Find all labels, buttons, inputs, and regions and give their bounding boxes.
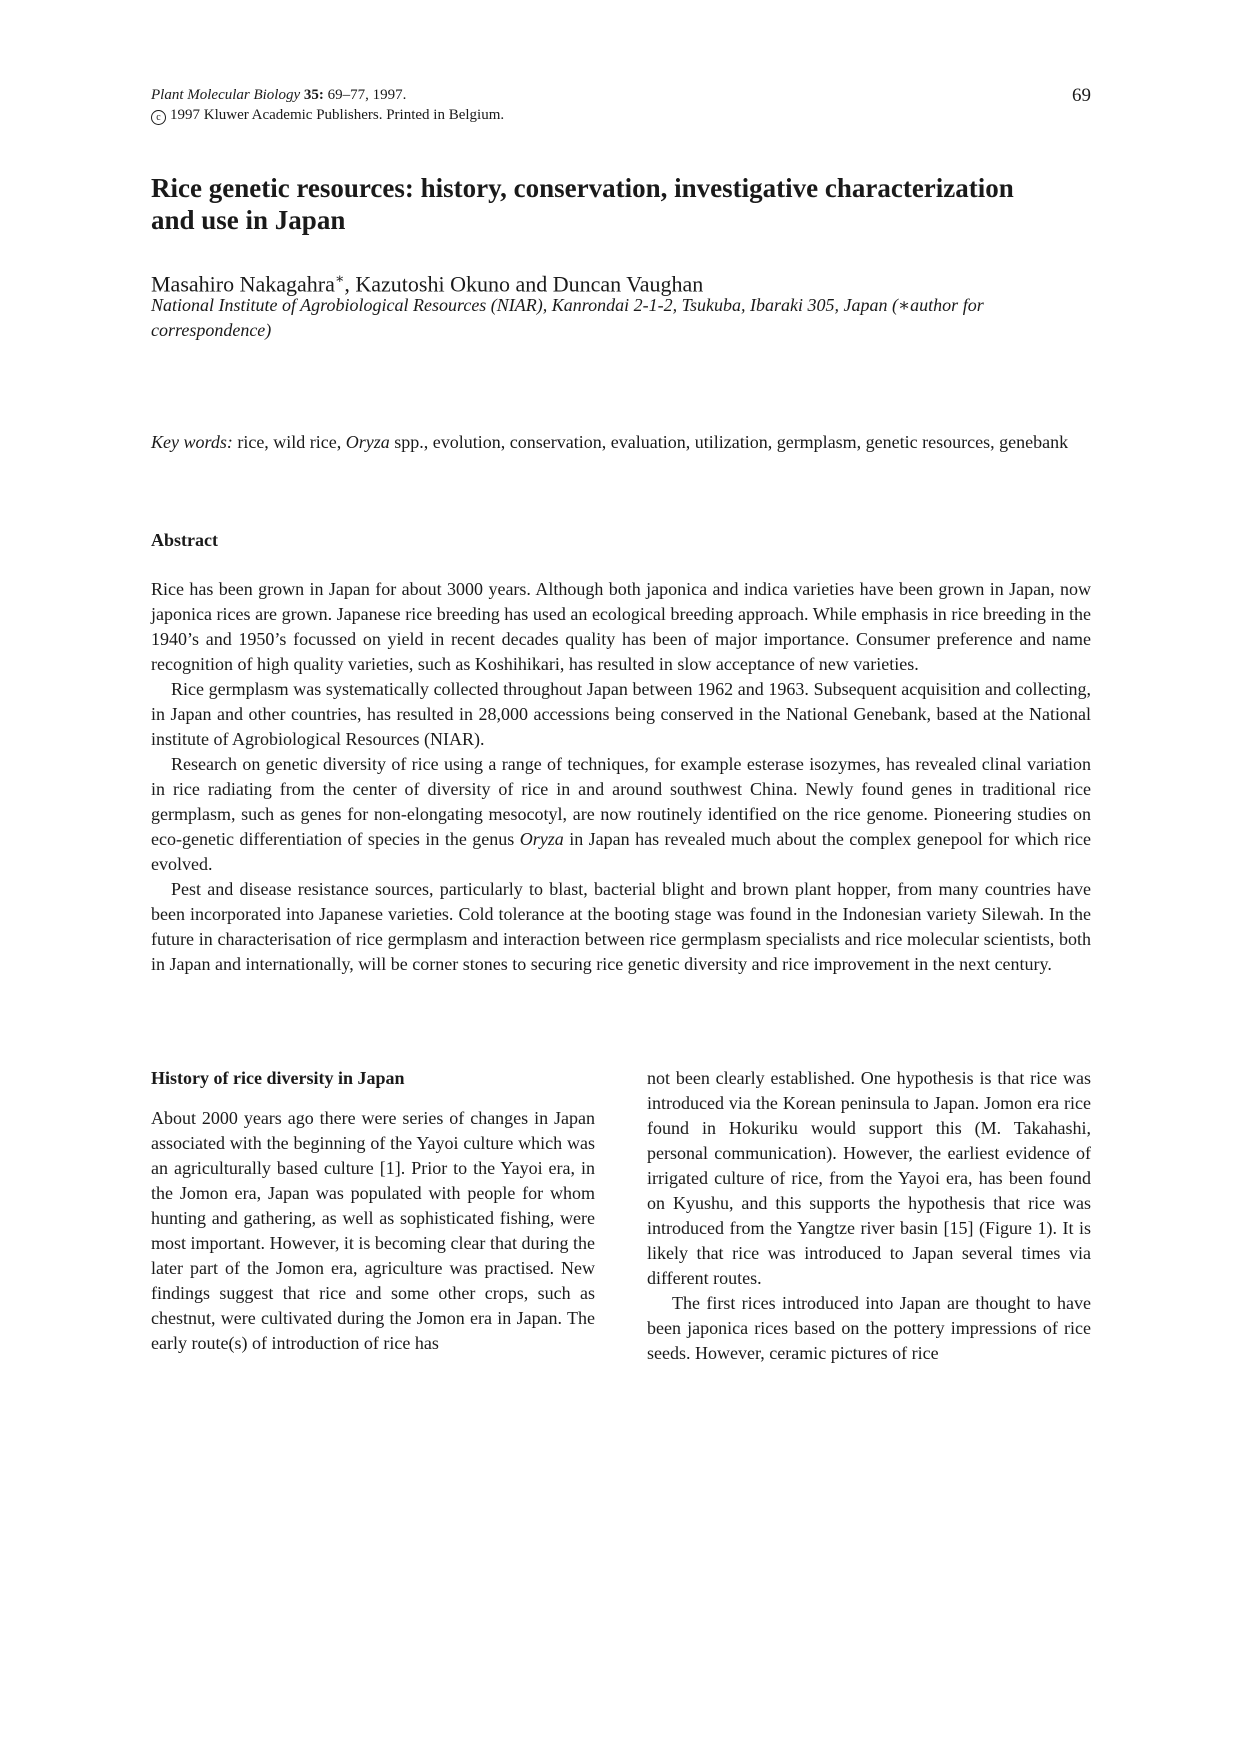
corresponding-author-mark: ∗: [334, 272, 345, 287]
abstract-paragraph-1: Rice has been grown in Japan for about 3000 years. Although both japonica and indica varieties have been grown in Japan, now japonica rices are grown. Japanese rice breeding has used an ecological breeding approach. While emphasis in rice breeding in the 1940’s and 1950’s focussed on yield in recent decades quality has been of major importance. Consumer preference and name recognition of high quality varieties, such as Koshihikari, has resulted in slow acceptance of new varieties.: [151, 579, 1091, 674]
section-heading: History of rice diversity in Japan: [151, 1068, 405, 1088]
other-authors: , Kazutoshi Okuno and Duncan Vaughan: [344, 271, 704, 297]
keywords: [151, 430, 1091, 455]
keywords-label: Key words:: [151, 432, 233, 452]
title-line-1: Rice genetic resources: history, conservation, investigative characterization: [151, 173, 1014, 203]
journal-volume: 35:: [303, 87, 324, 103]
abstract-p3-text-b: in Japan has revealed much about the complex genepool for which rice evolved.: [151, 829, 1092, 874]
keywords-text-2: spp., evolution, conservation, evaluation, utilization, germplasm, genetic resources, genebank: [389, 432, 1069, 452]
journal-pages: 69–77, 1997.: [327, 87, 407, 103]
copyright-icon: c: [151, 110, 166, 125]
title-line-2: and use in Japan: [151, 205, 346, 235]
author-1: Masahiro Nakagahra: [151, 271, 335, 297]
running-header: [151, 85, 1091, 125]
keywords-genus: Oryza: [345, 432, 390, 452]
abstract-paragraph-4: Pest and disease resistance sources, particularly to blast, bacterial blight and brown plant hopper, from many countries have been incorporated into Japanese varieties. Cold tolerance at the booting stage was found in the Indonesian variety Silewah. In the future in characterisation of rice germplasm and interaction between rice germplasm specialists and rice molecular scientists, both in Japan and internationally, will be corner stones to securing rice genetic diversity and rice improvement in the next century.: [151, 879, 1091, 974]
keywords-text-1: rice, wild rice,: [232, 432, 346, 452]
citation-line: [151, 85, 1091, 105]
abstract-p3-genus: Oryza: [519, 829, 564, 849]
abstract-paragraph-3: [151, 752, 1091, 877]
affiliation: National Institute of Agrobiological Resources (NIAR), Kanrondai 2-1-2, Tsukuba, Ibaraki 305, Japan (∗author for correspondence): [151, 295, 984, 340]
body-paragraph-1-continued: not been clearly established. One hypothesis is that rice was introduced via the Korean peninsula to Japan. Jomon era rice found in Hokuriku would support this (M. Takahashi, personal communication). However, the earliest evidence of irrigated culture of rice, from the Yayoi era, has been found on Kyushu, and this supports the hypothesis that rice was introduced from the Yangtze river basin [15] (Figure 1). It is likely that rice was introduced to Japan several times via different routes.: [647, 1068, 1091, 1288]
abstract-heading: Abstract: [151, 530, 218, 550]
copyright-line: [151, 105, 1091, 125]
page-number: 69: [1072, 85, 1091, 106]
body-column-right: [647, 1066, 1091, 1366]
journal-name: Plant Molecular Biology: [151, 87, 301, 103]
abstract-body: [151, 577, 1091, 977]
paper-title: [151, 172, 1091, 236]
body-paragraph-2: The first rices introduced into Japan are thought to have been japonica rices based on the pottery impressions of rice seeds. However, ceramic pictures of rice: [647, 1293, 1091, 1363]
copyright-year-publisher: 1997 Kluwer Academic Publishers. Printed in Belgium.: [170, 107, 505, 123]
body-column-left: [151, 1066, 595, 1356]
abstract-p3-text-a: Research on genetic diversity of rice using a range of techniques, for example esterase isozymes, has revealed clinal variation in rice radiating from the center of diversity of rice in and around southwest China. Newly found genes in traditional rice germplasm, such as genes for non-elongating mesocotyl, are now routinely identified on the rice genome. Pioneering studies on eco-genetic differentiation of species in the genus: [151, 754, 1091, 849]
paper-page: [151, 0, 1091, 1755]
body-paragraph-1: About 2000 years ago there were series of changes in Japan associated with the beginning of the Yayoi culture which was an agriculturally based culture [1]. Prior to the Yayoi era, in the Jomon era, Japan was populated with people for whom hunting and gathering, as well as sophisticated fishing, were most important. However, it is becoming clear that during the later part of the Jomon era, agriculture was practised. New findings suggest that rice and some other crops, such as chestnut, were cultivated during the Jomon era in Japan. The early route(s) of introduction of rice has: [151, 1108, 595, 1353]
abstract-paragraph-2: Rice germplasm was systematically collected throughout Japan between 1962 and 1963. Subsequent acquisition and collecting, in Japan and other countries, has resulted in 28,000 accessions being conserved in the National Genebank, based at the National institute of Agrobiological Resources (NIAR).: [151, 679, 1091, 749]
